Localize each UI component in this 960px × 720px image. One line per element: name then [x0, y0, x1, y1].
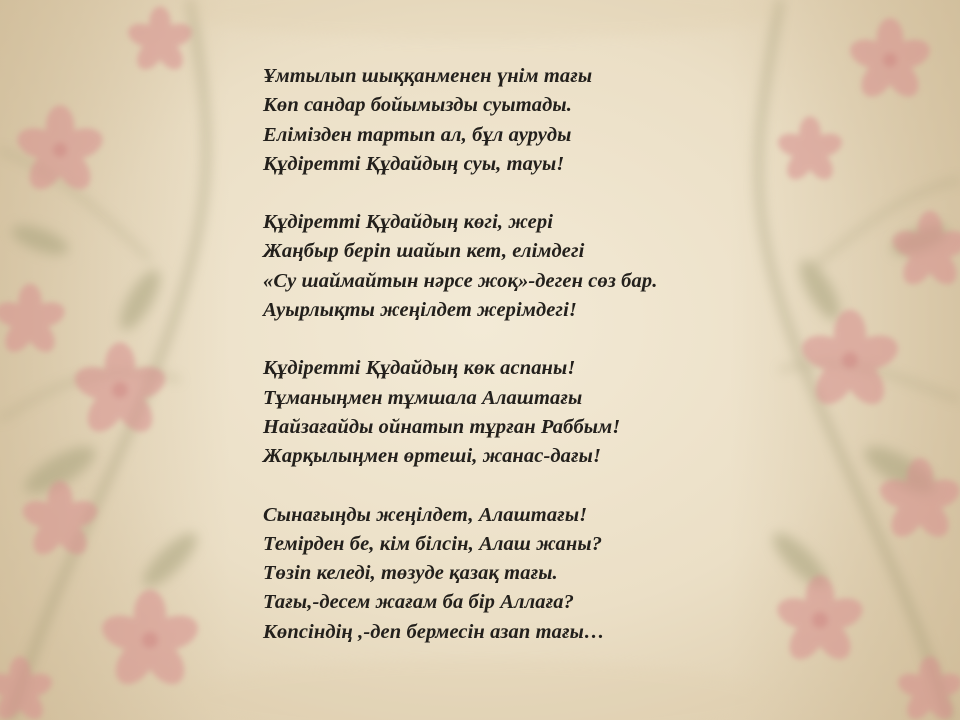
poem-line: Тағы,-десем жағам ба бір Аллаға?	[263, 591, 574, 614]
poem-line: Ауырлықты жеңілдет жерімдегі!	[263, 299, 577, 322]
poem-line: Елімізден тартып ал, бұл ауруды	[263, 123, 572, 146]
poem-line: Көпсіндің ,-деп бермесін азап тағы…	[263, 620, 605, 643]
poem-line: Сынағыңды жеңілдет, Алаштағы!	[263, 503, 588, 526]
stanza-2	[263, 208, 783, 325]
poem-line: Темірден бе, кім білсін, Алаш жаны?	[263, 532, 603, 555]
poem-line: Көп сандар бойымызды суытады.	[263, 94, 572, 117]
poem-line: Құдіретті Құдайдың көгі, жері	[263, 211, 554, 234]
poem-line: Төзіп келеді, төзуде қазақ тағы.	[263, 562, 558, 585]
poem	[263, 62, 783, 676]
poem-line: Құдіретті Құдайдың көк аспаны!	[263, 357, 576, 380]
stanza-4	[263, 501, 783, 647]
poem-line: Жаңбыр беріп шайып кет, елімдегі	[263, 240, 585, 263]
stanza-3	[263, 354, 783, 471]
poem-line: «Су шаймайтын нәрсе жоқ»-деген сөз бар.	[263, 269, 658, 292]
poem-line: Тұманыңмен тұмшала Алаштағы	[263, 386, 583, 409]
poem-line: Ұмтылып шыққанменен үнім тағы	[263, 65, 593, 87]
poem-line: Жарқылыңмен өртеші, жанас-дағы!	[263, 445, 602, 468]
poem-line: Найзағайды ойнатып тұрған Раббым!	[263, 415, 621, 438]
poem-line: Құдіретті Құдайдың суы, тауы!	[263, 152, 565, 175]
stanza-1	[263, 62, 783, 179]
